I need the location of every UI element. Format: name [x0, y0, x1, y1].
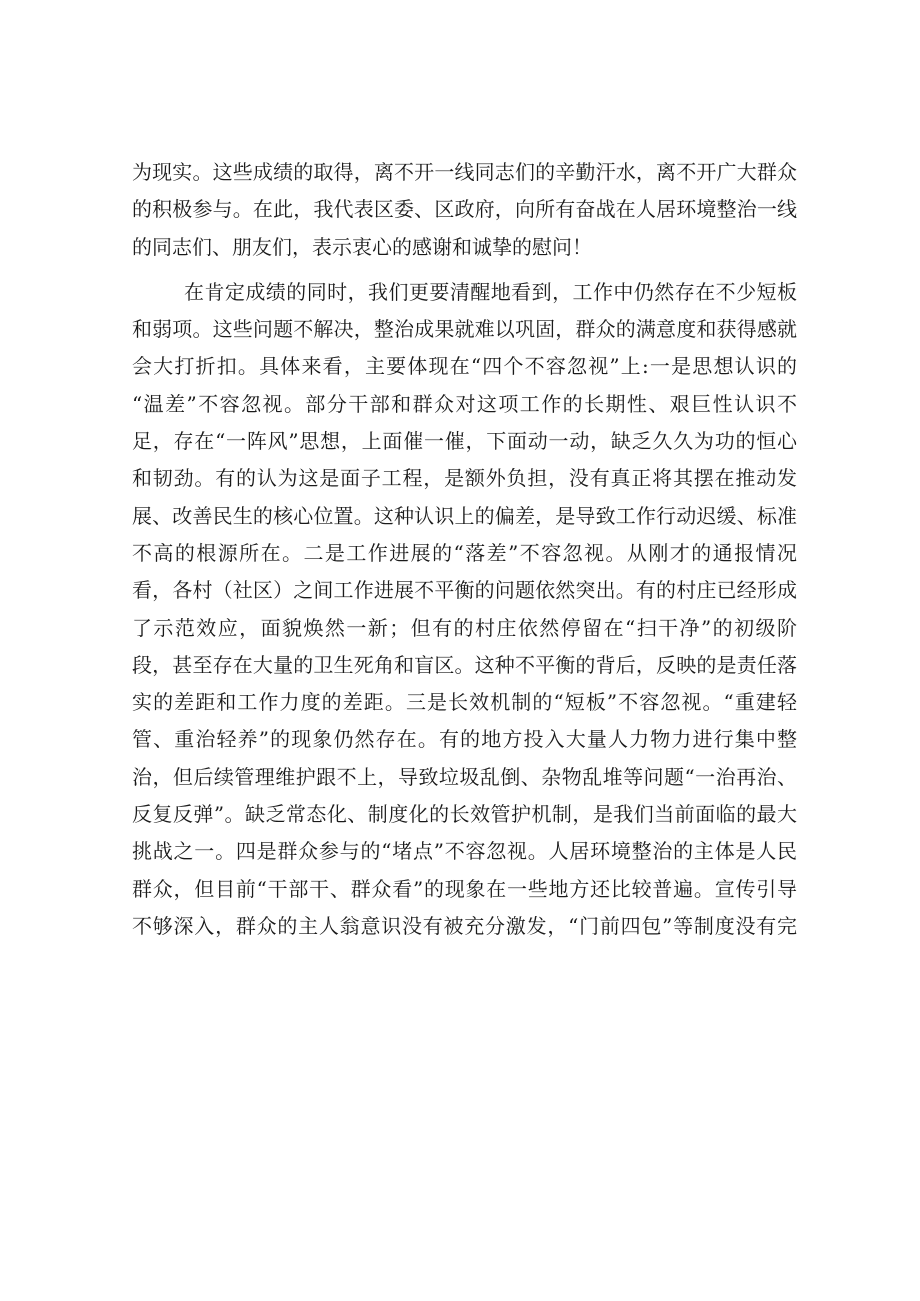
- text-line: 的积极参与。在此，我代表区委、区政府，向所有奋战在人居环境整治一线: [132, 197, 797, 222]
- text-line: 挑战之一。四是群众参与的“堵点”不容忽视。人居环境整治的主体是人民: [132, 839, 797, 864]
- text-line: 段，甚至存在大量的卫生死角和盲区。这种不平衡的背后，反映的是责任落: [132, 652, 797, 677]
- text-line: 展、改善民生的核心位置。这种认识上的偏差，是导致工作行动迟缓、标准: [132, 503, 797, 528]
- text-line: 为现实。这些成绩的取得，离不开一线同志们的辛勤汗水，离不开广大群众: [132, 160, 797, 184]
- text-line: 看，各村（社区）之间工作进展不平衡的问题依然突出。有的村庄已经形成: [132, 578, 797, 603]
- paragraph: [132, 274, 797, 945]
- text-line: 的同志们、朋友们，表示衷心的感谢和诚挚的慰问！: [132, 234, 592, 259]
- text-line: “温差”不容忽视。部分干部和群众对这项工作的长期性、艰巨性认识不: [132, 391, 797, 416]
- text-line: 治，但后续管理维护跟不上，导致垃圾乱倒、杂物乱堆等问题“一治再治、: [132, 764, 797, 789]
- paragraph: [132, 154, 797, 266]
- text-line: 实的差距和工作力度的差距。三是长效机制的“短板”不容忽视。“重建轻: [132, 690, 797, 715]
- text-line: 反复反弹”。缺乏常态化、制度化的长效管护机制，是我们当前面临的最大: [132, 802, 797, 827]
- text-line: 了示范效应，面貌焕然一新；但有的村庄依然停留在“扫干净”的初级阶: [132, 615, 797, 640]
- text-line: 足，存在“一阵风”思想，上面催一催，下面动一动，缺乏久久为功的恒心: [132, 429, 797, 454]
- text-line: 不高的根源所在。二是工作进展的“落差”不容忽视。从刚才的通报情况: [132, 540, 797, 565]
- text-line: 会大打折扣。具体来看，主要体现在“四个不容忽视”上:一是思想认识的: [132, 354, 797, 379]
- text-line: 管、重治轻养”的现象仍然存在。有的地方投入大量人力物力进行集中整: [132, 727, 797, 752]
- text-line: 不够深入，群众的主人翁意识没有被充分激发，“门前四包”等制度没有完: [132, 913, 797, 938]
- text-line: 和韧劲。有的认为这是面子工程，是额外负担，没有真正将其摆在推动发: [132, 466, 797, 491]
- text-line: 和弱项。这些问题不解决，整治成果就难以巩固，群众的满意度和获得感就: [132, 317, 797, 342]
- text-line: 群众，但目前“干部干、群众看”的现象在一些地方还比较普遍。宣传引导: [132, 876, 797, 901]
- body-text: [132, 154, 797, 945]
- text-line: 在肯定成绩的同时，我们更要清醒地看到，工作中仍然存在不少短板: [184, 279, 797, 304]
